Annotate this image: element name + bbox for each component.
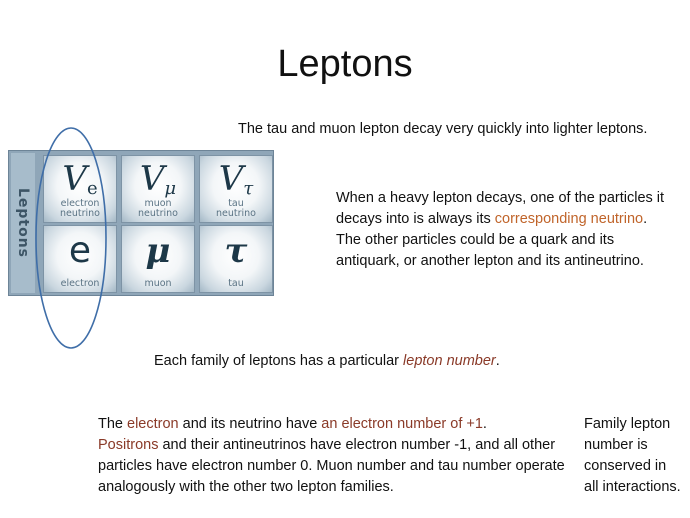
heavy-decay-text-2: . The other particles could be a quark and its antiquark, or another lepton and its antineutrino.	[336, 211, 648, 269]
muon-neutrino-cell	[121, 155, 195, 223]
electron-neutrino-cell	[43, 155, 117, 223]
electron-neutrino-caption	[44, 199, 116, 219]
muon-caption: muon	[144, 278, 172, 289]
caption-line-2: neutrino	[60, 208, 100, 219]
electron-text-the: The	[98, 416, 128, 432]
electron-highlight: electron	[127, 416, 179, 432]
positrons-highlight: Positrons	[98, 437, 159, 453]
tau-neutrino-cell	[199, 155, 273, 223]
lepton-chart	[8, 150, 274, 296]
electron-number-highlight: an electron number of +1	[321, 416, 483, 432]
electron-caption: electron	[60, 278, 100, 289]
caption-line-1: tau	[228, 198, 244, 209]
tau-symbol: τ	[224, 231, 248, 271]
tau-neutrino-caption	[200, 199, 272, 219]
corresponding-neutrino-highlight: corresponding neutrino	[494, 211, 644, 227]
nu-subscript: τ	[243, 178, 254, 199]
conservation-paragraph: Family lepton number is conserved in all interactions.	[584, 416, 681, 495]
lepton-number-highlight: lepton number	[403, 353, 496, 369]
tau-muon-decay-text: The tau and muon lepton decay very quickly into lighter leptons.	[238, 121, 648, 137]
muon-neutrino-caption	[122, 199, 194, 219]
electron-number-paragraph	[98, 414, 568, 498]
lepton-number-paragraph	[154, 351, 500, 372]
heavy-decay-text-1: When a heavy lepton decays, one of the particles it decays into is always its	[336, 190, 665, 227]
muon-symbol: μ	[145, 231, 171, 271]
electron-text-neutrino: and its neutrino have	[178, 416, 322, 432]
tau-cell	[199, 225, 273, 293]
electron-cell	[43, 225, 117, 293]
heavy-lepton-decay-paragraph	[336, 188, 671, 272]
caption-line-1: electron	[60, 198, 100, 209]
muon-cell	[121, 225, 195, 293]
family-text-1: Each family of leptons has a particular	[154, 353, 404, 369]
electron-symbol: e	[68, 230, 92, 271]
tau-caption: tau	[228, 278, 244, 289]
nu-subscript: e	[86, 178, 98, 199]
caption-line-2: neutrino	[138, 208, 178, 219]
electron-text-period: .	[482, 416, 487, 432]
caption-line-2: neutrino	[216, 208, 256, 219]
chart-side-label	[11, 153, 35, 293]
electron-text-rest: and their antineutrinos have electron number -1, and all other particles have electron number 0. Muon number and tau number operate analogously with the other two lepton families.	[98, 437, 565, 495]
nu-glyph: V	[139, 159, 165, 199]
nu-subscript: μ	[164, 178, 177, 199]
family-text-2: .	[495, 353, 500, 369]
nu-glyph: V	[62, 159, 87, 199]
caption-line-1: muon	[144, 198, 172, 209]
page-title: Leptons	[277, 43, 413, 85]
chart-side-label-text: Leptons	[15, 187, 31, 259]
nu-glyph: V	[218, 159, 244, 199]
